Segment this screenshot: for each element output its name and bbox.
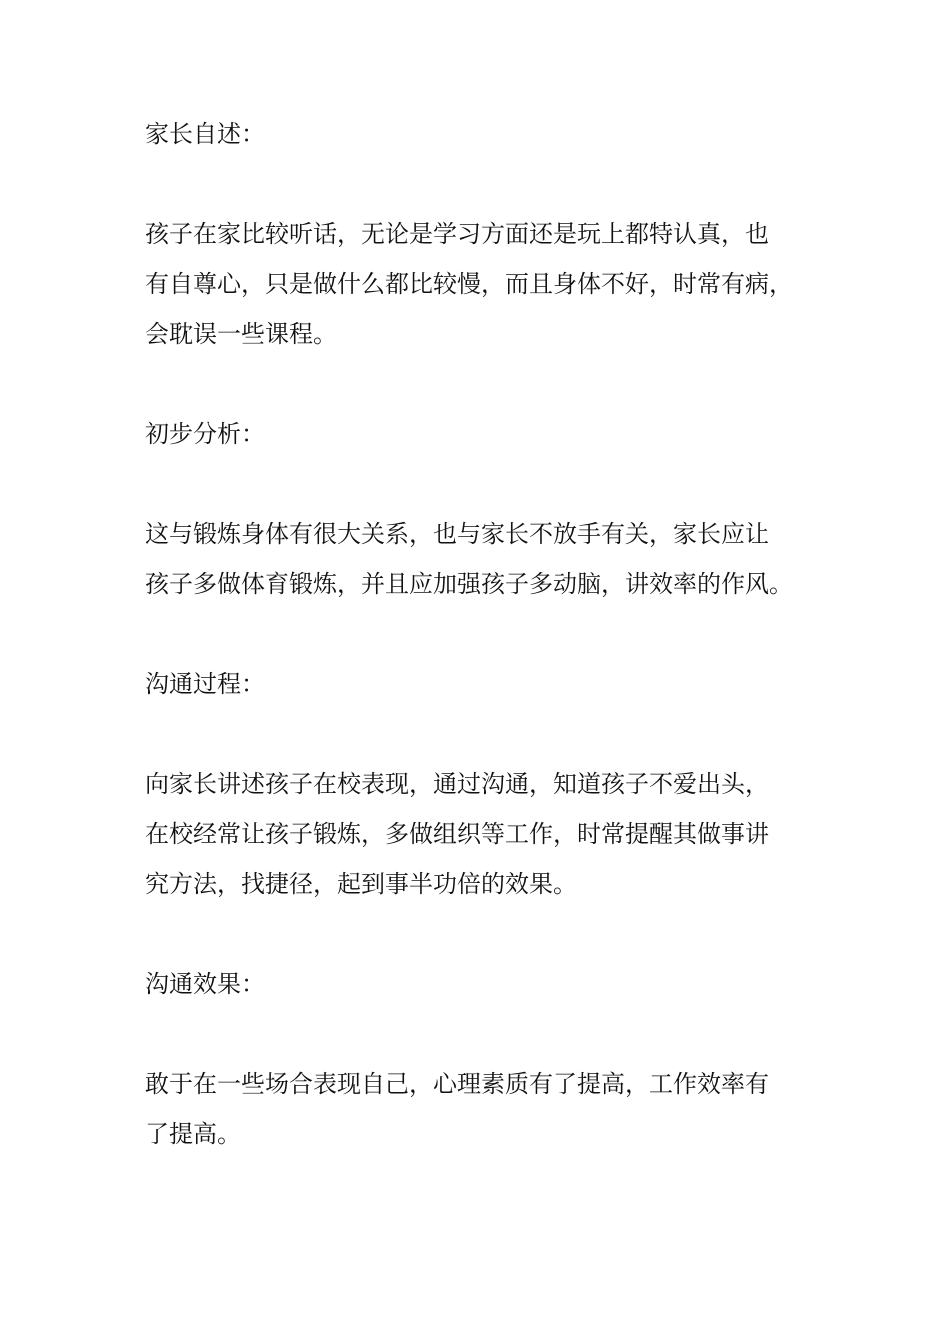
section-heading-communication-process: 沟通过程： — [145, 670, 265, 698]
paragraph-line: 会耽误一些课程。 — [145, 320, 337, 348]
section-heading-preliminary-analysis: 初步分析： — [145, 420, 265, 448]
paragraph-line: 向家长讲述孩子在校表现，通过沟通，知道孩子不爱出头， — [145, 770, 769, 798]
section-heading-communication-effect: 沟通效果： — [145, 970, 265, 998]
paragraph-line: 究方法，找捷径，起到事半功倍的效果。 — [145, 870, 577, 898]
paragraph-line: 有自尊心，只是做什么都比较慢，而且身体不好，时常有病， — [145, 270, 793, 298]
paragraph-line: 了提高。 — [145, 1120, 241, 1148]
paragraph-line: 孩子多做体育锻炼，并且应加强孩子多动脑，讲效率的作风。 — [145, 570, 793, 598]
paragraph-line: 这与锻炼身体有很大关系，也与家长不放手有关，家长应让 — [145, 520, 769, 548]
section-heading-parent-statement: 家长自述： — [145, 120, 265, 148]
paragraph-line: 敢于在一些场合表现自己，心理素质有了提高，工作效率有 — [145, 1070, 769, 1098]
paragraph-line: 孩子在家比较听话，无论是学习方面还是玩上都特认真，也 — [145, 220, 769, 248]
paragraph-line: 在校经常让孩子锻炼，多做组织等工作，时常提醒其做事讲 — [145, 820, 769, 848]
